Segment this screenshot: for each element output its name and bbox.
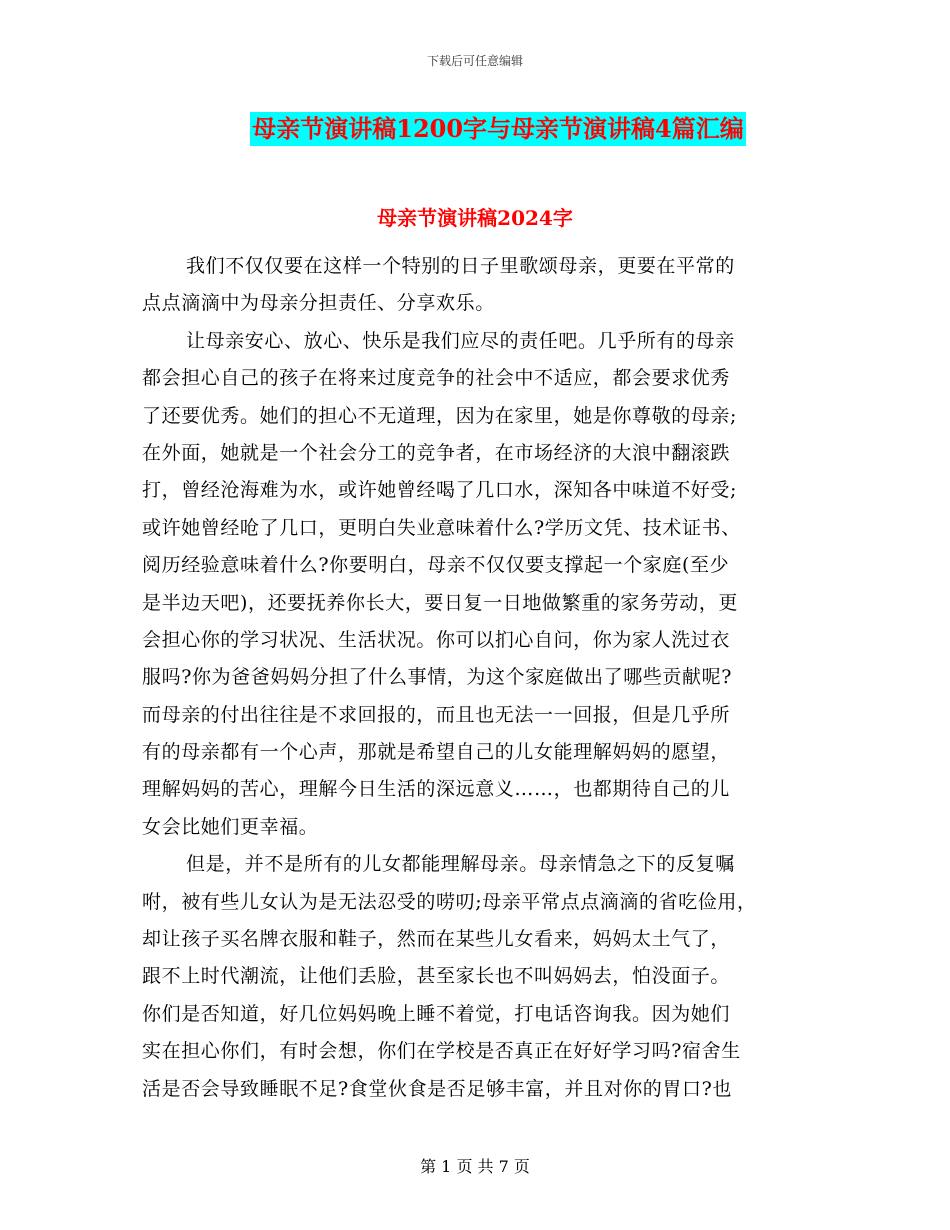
text-line: 理解妈妈的苦心，理解今日生活的深远意义……，也都期待自己的儿 xyxy=(142,778,731,801)
page-footer: 第 1 页 共 7 页 xyxy=(420,1157,530,1176)
text-line: 阅历经验意味着什么?你要明白，母亲不仅仅要支撑起一个家庭(至少 xyxy=(142,554,730,577)
text-line: 会担心你的学习状况、生活状况。你可以扪心自问，你为家人洗过衣 xyxy=(142,628,731,651)
text-line: 你们是否知道，好几位妈妈晚上睡不着觉，打电话咨询我。因为她们 xyxy=(142,1002,731,1025)
text-line: 服吗?你为爸爸妈妈分担了什么事情，为这个家庭做出了哪些贡献呢? xyxy=(142,666,732,689)
text-line: 女会比她们更幸福。 xyxy=(142,815,319,838)
main-title: 母亲节演讲稿1200字与母亲节演讲稿4篇汇编 xyxy=(250,112,746,146)
text-line: 或许她曾经呛了几口，更明白失业意味着什么?学历文凭、技术证书、 xyxy=(142,516,741,539)
text-line: 跟不上时代潮流，让他们丢脸，甚至家长也不叫妈妈去，怕没面子。 xyxy=(142,965,731,988)
header-note: 下载后可任意编辑 xyxy=(426,54,523,68)
text-line: 实在担心你们，有时会想，你们在学校是否真正在好好学习吗?宿舍生 xyxy=(142,1040,741,1063)
text-line: 打，曾经沧海难为水，或许她曾经喝了几口水，深知各中味道不好受; xyxy=(142,479,738,502)
text-line: 却让孩子买名牌衣服和鞋子，然而在某些儿女看来，妈妈太土气了， xyxy=(142,928,731,951)
text-line: 但是，并不是所有的儿女都能理解母亲。母亲情急之下的反复嘱 xyxy=(186,853,735,876)
text-line: 活是否会导致睡眠不足?食堂伙食是否足够丰富，并且对你的胃口?也 xyxy=(142,1077,732,1100)
text-line: 了还要优秀。她们的担心不无道理，因为在家里，她是你尊敬的母亲; xyxy=(142,404,738,427)
text-line: 让母亲安心、放心、快乐是我们应尽的责任吧。几乎所有的母亲 xyxy=(186,329,735,352)
text-line: 点点滴滴中为母亲分担责任、分享欢乐。 xyxy=(142,292,495,315)
main-title-container xyxy=(0,112,950,146)
section-title: 母亲节演讲稿2024字 xyxy=(377,206,573,230)
text-line: 咐，被有些儿女认为是无法忍受的唠叨;母亲平常点点滴滴的省吃俭用， xyxy=(142,890,757,913)
text-line: 我们不仅仅要在这样一个特别的日子里歌颂母亲，更要在平常的 xyxy=(186,255,735,277)
body-text xyxy=(142,248,812,1108)
text-line: 在外面，她就是一个社会分工的竞争者，在市场经济的大浪中翻滚跌 xyxy=(142,441,731,464)
text-line: 都会担心自己的孩子在将来过度竞争的社会中不适应，都会要求优秀 xyxy=(142,367,731,390)
text-line: 而母亲的付出往往是不求回报的，而且也无法一一回报，但是几乎所 xyxy=(142,703,731,726)
text-line: 有的母亲都有一个心声，那就是希望自己的儿女能理解妈妈的愿望， xyxy=(142,741,731,764)
text-line: 是半边天吧)，还要抚养你长大，要日复一日地做繁重的家务劳动，更 xyxy=(142,591,739,614)
